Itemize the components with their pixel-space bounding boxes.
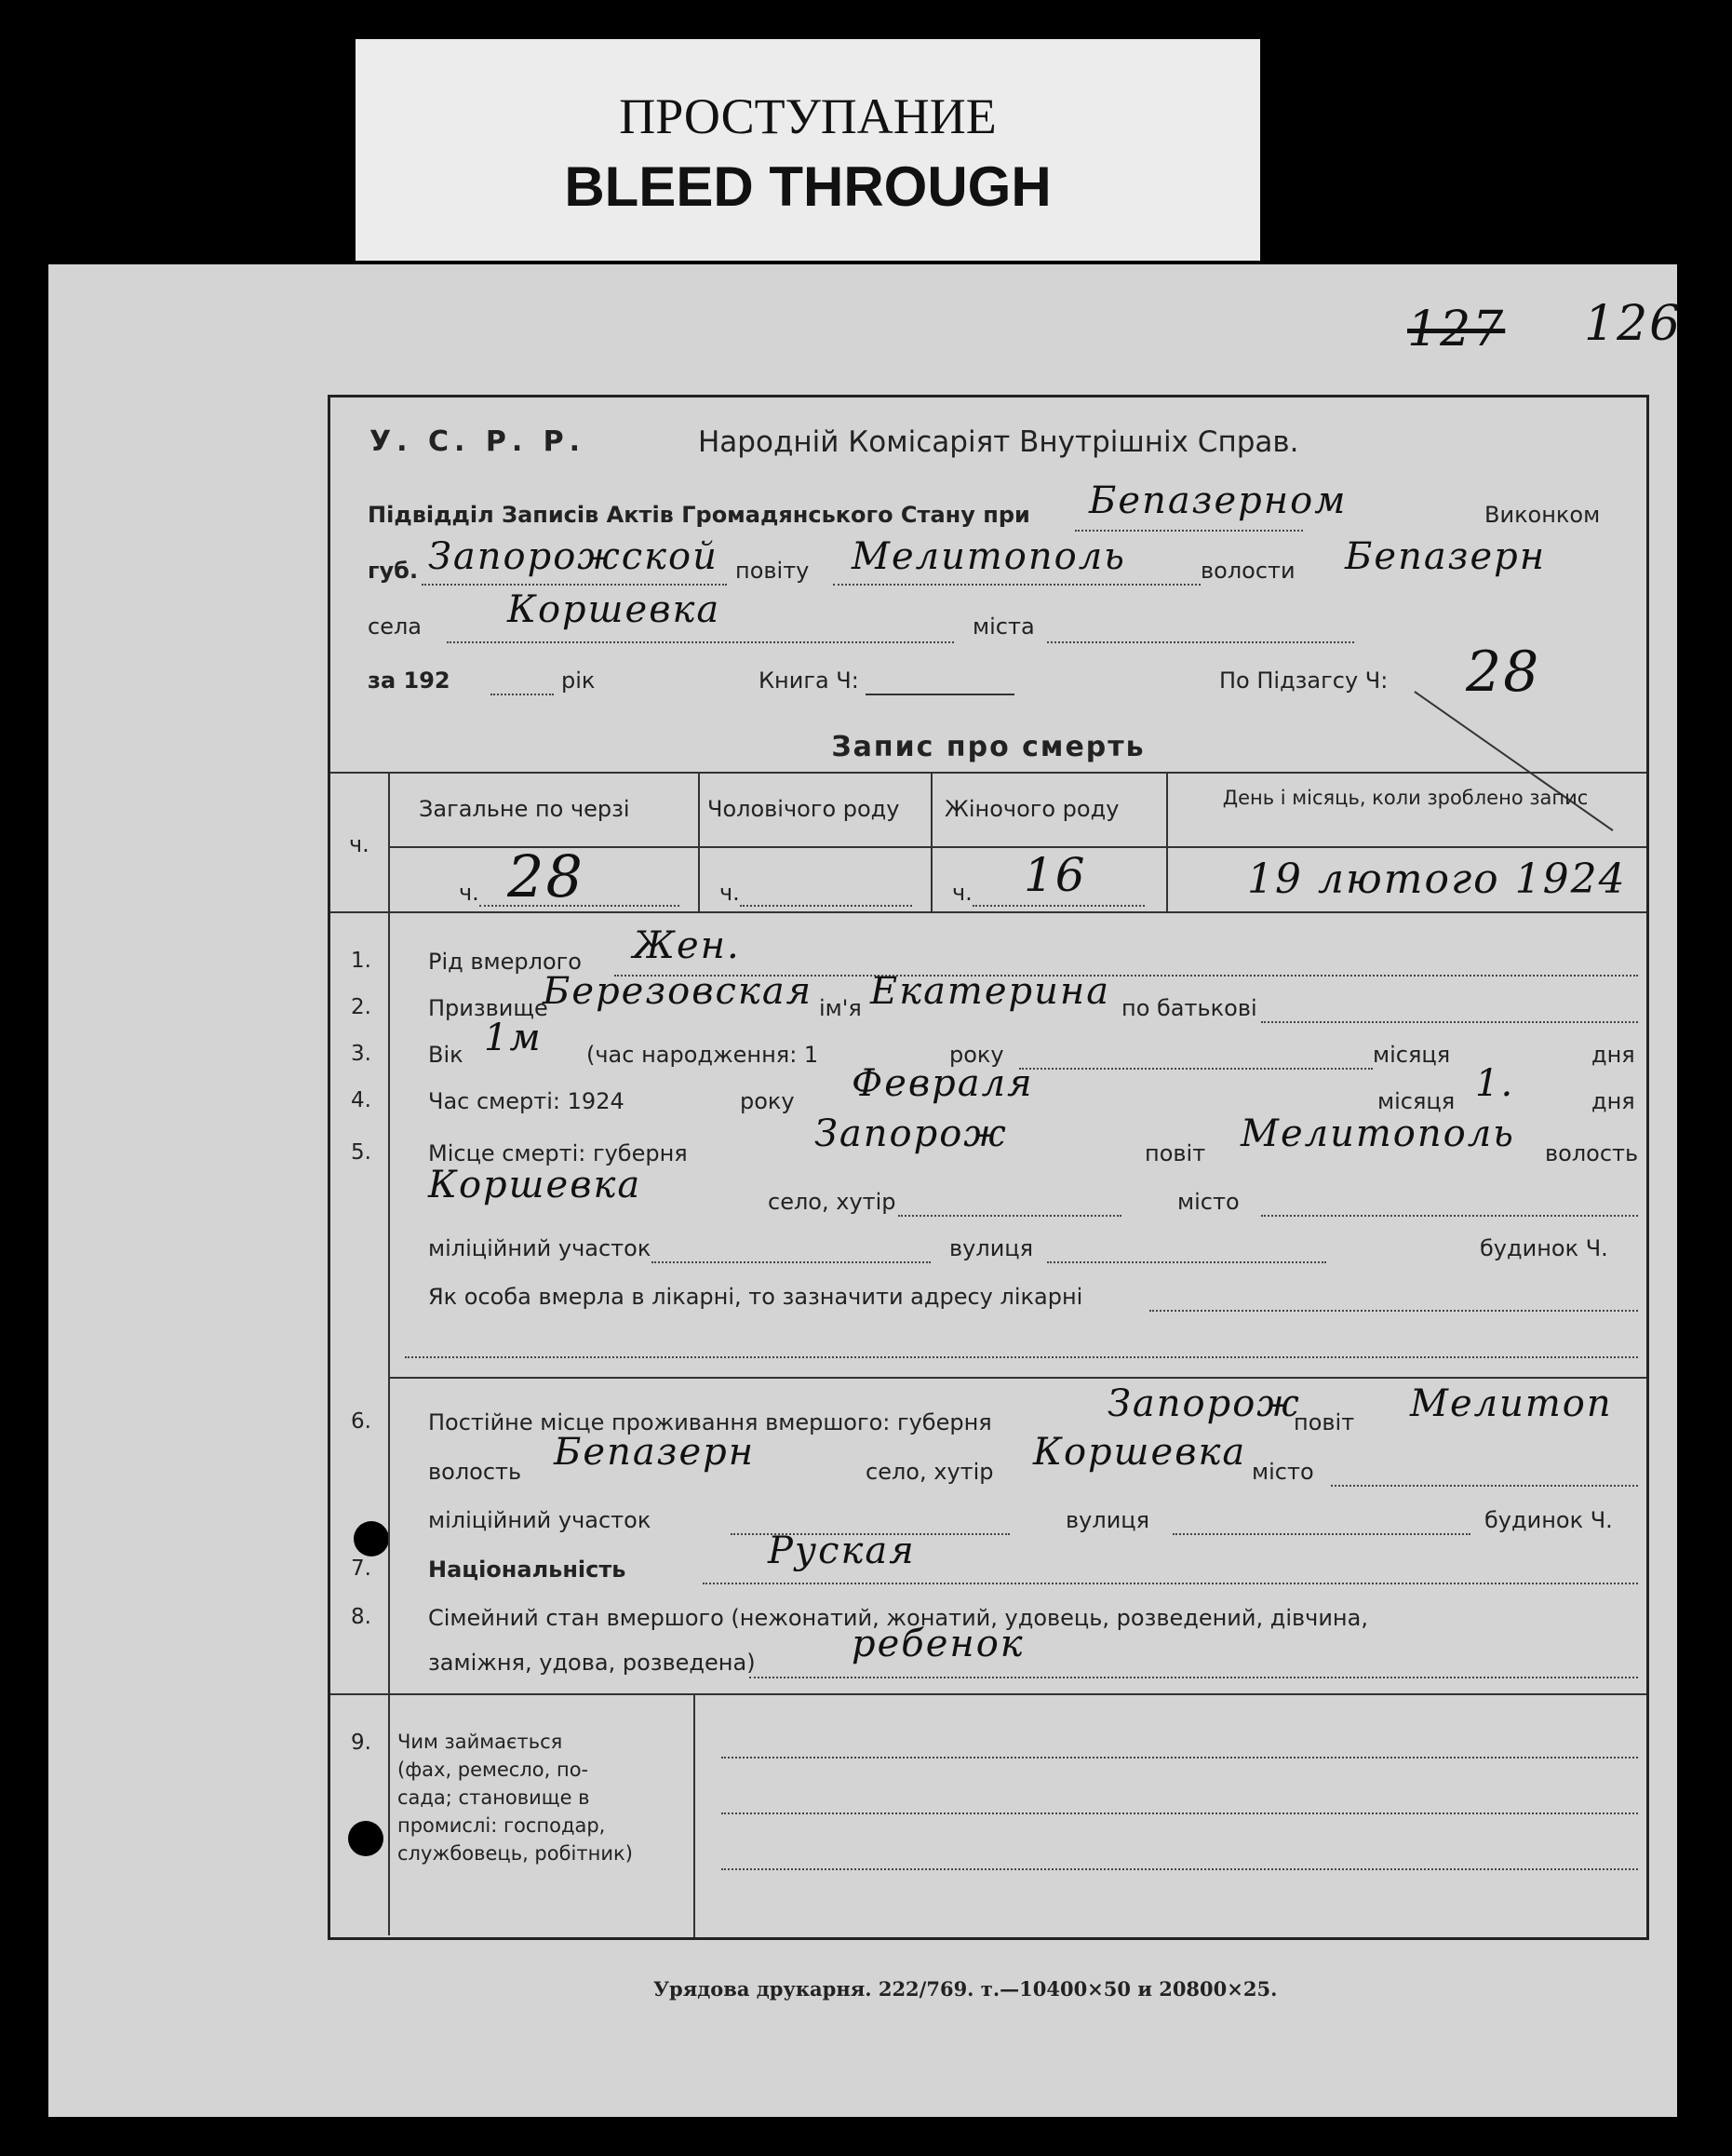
subdept-label: Підвідділ Записів Актів Громадянського Стану при [368,502,1030,528]
table-col-rule [388,772,390,911]
surname-handwritten: Березовская [543,970,813,1013]
label-en: BLEED THROUGH [564,155,1052,218]
selo-handwritten: Коршевка [507,588,721,631]
row-number: 6. [351,1409,371,1434]
marital-label: Сімейний стан вмершого (нежонатий, жонатий, удовець, розведений, дівчина, [428,1605,1368,1631]
row-number: 5. [351,1140,371,1165]
dotted-line [1019,1068,1373,1070]
row-number: 9. [351,1731,371,1755]
selo-label: села [368,613,423,640]
selo-khutir-label: село, хутір [768,1189,896,1215]
dotted-line [490,694,554,695]
row-label-ch: ч. [349,831,369,857]
mista-label: міста [973,613,1035,640]
age-handwritten: 1м [484,1017,543,1059]
header-record-date: День і місяць, коли зроблено запис [1222,787,1589,809]
occupation-line: промислі: господар, [397,1814,606,1837]
gub-label: губ. [368,558,419,584]
year-label: за 192 [368,667,450,694]
res-volost-handwritten: Бепазерн [554,1431,756,1474]
volost-label: волость [428,1459,522,1485]
dnya-label: дня [1591,1088,1635,1114]
dotted-line [898,1215,1121,1217]
povit-label: повіту [735,558,810,584]
dotted-line [1075,530,1303,532]
record-title: Запис про смерть [831,731,1146,763]
dotted-line [721,1812,1638,1814]
printer-footer: Урядова друкарня. 222/769. т.—10400×50 и 20800×25. [653,1977,1278,2001]
subdept-handwritten: Бепазерном [1089,479,1348,522]
record-date: 19 лютого 1924 [1247,856,1627,903]
surname-label: Призвище [428,995,548,1021]
place-village-handwritten: Коршевка [428,1164,642,1206]
res-village-handwritten: Коршевка [1033,1431,1247,1474]
occupation-line: Чим займається [397,1731,563,1753]
dotted-line [405,1356,1638,1358]
vykonkom-label: Виконком [1484,502,1601,528]
name-label: ім'я [819,995,862,1021]
rid-label: Рід вмерлого [428,949,582,975]
dotted-line [833,584,1201,586]
nationality-label: Національність [428,1556,626,1583]
section-rule [388,1377,1646,1379]
death-day-handwritten: 1. [1475,1062,1515,1105]
dotted-line [1047,1261,1326,1263]
table-col-rule [931,772,933,911]
occupation-line: (фах, ремесло, по- [397,1758,589,1781]
povit-label: повіт [1294,1409,1355,1435]
birth-label: (час народження: 1 [586,1042,819,1068]
res-gub-handwritten: Запорож [1108,1382,1301,1425]
ministry-title: Народній Комісаріят Внутрішніх Справ. [698,425,1299,459]
dotted-line [447,641,954,643]
death-month-handwritten: Февраля [852,1062,1034,1105]
dotted-line [721,1757,1638,1758]
podzagsu-label: По Підзагсу Ч: [1219,667,1389,694]
header-female: Жіночого роду [945,796,1120,822]
volost-label: волости [1201,558,1296,584]
dnya-label: дня [1591,1042,1635,1068]
dotted-line [1173,1533,1470,1535]
misyatsya-label: місяця [1373,1042,1451,1068]
militsia-label: міліційний участок [428,1235,651,1261]
marital-label-2: заміжня, удова, розведена) [428,1650,756,1676]
hospital-label: Як особа вмерла в лікарні, то зазначити адресу лікарні [428,1284,1083,1310]
dotted-line [1261,1215,1638,1217]
roku-label: року [949,1042,1004,1068]
militsia-label: міліційний участок [428,1507,651,1533]
vulytsya-label: вулиця [1066,1507,1150,1533]
row-number: 7. [351,1556,371,1581]
row-number: 1. [351,949,371,973]
section-rule [330,1693,1646,1695]
archive-number-struck: 127 [1407,302,1506,357]
dotted-line [422,584,727,586]
rid-handwritten: Жен. [633,924,741,967]
misyatsya-label: місяця [1377,1088,1456,1114]
misto-label: місто [1252,1459,1314,1485]
label-ru: ПРОСТУПАНИЕ [619,88,997,144]
residence-label: Постійне місце проживання вмершого: губерня [428,1409,992,1435]
dotted-line [651,1261,931,1263]
place-gub-handwritten: Запорож [814,1112,1008,1155]
dotted-line [1047,641,1354,643]
book-label: Книга Ч: [759,667,859,694]
female-number: 16 [1024,848,1087,902]
general-number: 28 [507,842,584,910]
ch-prefix: ч. [719,880,740,906]
table-col-rule [698,772,700,911]
misto-label: місто [1177,1189,1240,1215]
state-abbrev: У. С. Р. Р. [369,425,586,458]
row-number: 8. [351,1605,371,1629]
row-number: 3. [351,1042,371,1066]
header-general: Загальне по черзі [419,796,630,822]
patronymic-label: по батькові [1121,995,1257,1021]
marital-handwritten: ребенок [852,1623,1025,1665]
age-label: Вік [428,1042,463,1068]
occupation-line: сада; становище в [397,1786,590,1809]
dotted-line [973,905,1145,907]
res-povit-handwritten: Мелитоп [1410,1382,1613,1425]
volost-handwritten: Бепазерн [1345,535,1547,578]
death-record-sheet [48,264,1683,2117]
povit-label: повіт [1145,1140,1206,1166]
ch-prefix: ч. [459,880,479,906]
form-frame [328,395,1649,1940]
dotted-line [740,905,912,907]
archive-number: 126 [1584,296,1683,352]
place-label: Місце смерті: губерня [428,1140,688,1166]
bleed-through-label-card [356,39,1260,261]
death-time-label: Час смерті: 1924 [428,1088,624,1114]
dotted-line [721,1868,1638,1870]
table-rule [330,772,1646,774]
roku-label: року [740,1088,795,1114]
budynok-label: будинок Ч. [1480,1235,1608,1261]
volost-label: волость [1545,1140,1639,1166]
nationality-handwritten: Руская [768,1529,916,1572]
table-rule [330,911,1646,913]
vulytsya-label: вулиця [949,1235,1034,1261]
podzagsu-handwritten: 28 [1466,640,1541,705]
occupation-col-rule [693,1693,695,1937]
rik-label: рік [561,667,596,694]
table-col-rule [1166,772,1168,911]
place-povit-handwritten: Мелитополь [1241,1112,1515,1155]
underline [866,694,1014,695]
dotted-line [1331,1485,1638,1487]
name-handwritten: Екатерина [870,970,1111,1013]
dotted-line [703,1583,1638,1584]
header-male: Чоловічого роду [707,796,900,822]
selo-khutir-label: село, хутір [866,1459,994,1485]
budynok-label: будинок Ч. [1484,1507,1613,1533]
row-number: 2. [351,995,371,1019]
dotted-line [1261,1021,1638,1023]
gub-handwritten: Запорожской [428,535,718,578]
dotted-line [1149,1310,1638,1312]
ch-prefix: ч. [952,880,973,906]
row-number: 4. [351,1088,371,1112]
number-col-rule [388,911,390,1935]
occupation-line: службовець, робітник) [397,1842,633,1865]
povit-handwritten: Мелитополь [852,535,1126,578]
dotted-line [749,1677,1638,1678]
